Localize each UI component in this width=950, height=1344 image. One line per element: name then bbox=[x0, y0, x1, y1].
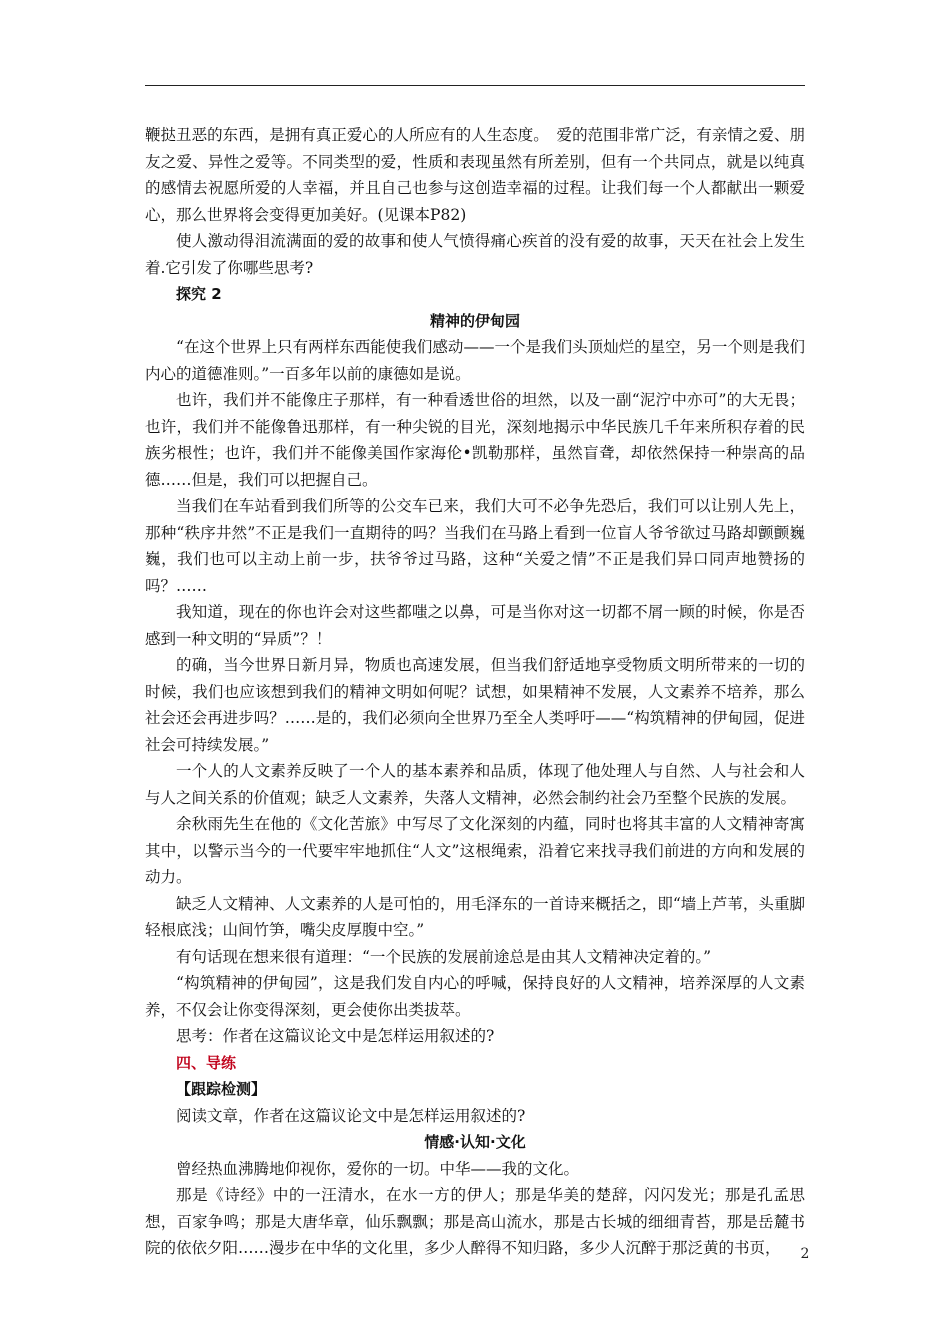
essay-paragraph: 一个人的人文素养反映了一个人的基本素养和品质，体现了他处理人与自然、人与社会和人与人之间关系的价值观；缺乏人文素养，失落人文精神，必然会制约社会乃至整个民族的发展。 bbox=[145, 762, 805, 807]
essay-paragraph: 当我们在车站看到我们所等的公交车已来，我们大可不必争先恐后，我们可以让别人先上，那种“秩序井然”不正是我们一直期待的吗？当我们在马路上看到一位盲人爷爷欲过马路却颤颤巍巍，我们也可以主动上前一步，扶爷爷过马路，这种“关爱之情”不正是我们异口同声地赞扬的吗？…… bbox=[145, 497, 805, 595]
section-heading-tracking: 【跟踪检测】 bbox=[176, 1080, 267, 1098]
essay-paragraph: 我知道，现在的你也许会对这些都嗤之以鼻，可是当你对这一切都不屑一顾的时候，你是否感到一种文明的“异质”？！ bbox=[145, 603, 805, 648]
page-number: 2 bbox=[800, 1246, 810, 1262]
essay-title: 情感·认知·文化 bbox=[424, 1133, 526, 1151]
essay-paragraph: 曾经热血沸腾地仰视你，爱你的一切。中华——我的文化。 bbox=[176, 1159, 580, 1178]
document-body bbox=[145, 122, 805, 1262]
essay-paragraph: 缺乏人文精神、人文素养的人是可怕的，用毛泽东的一首诗来概括之，即“墙上芦苇，头重脚轻根底浅；山间竹笋，嘴尖皮厚腹中空。” bbox=[145, 894, 805, 939]
essay-paragraph: “在这个世界上只有两样东西能使我们感动——一个是我们头顶灿烂的星空，另一个则是我们内心的道德准则。”一百多年以前的康德如是说。 bbox=[145, 338, 805, 383]
essay-title: 精神的伊甸园 bbox=[429, 311, 520, 330]
question-paragraph: 思考：作者在这篇议论文中是怎样运用叙述的? bbox=[176, 1027, 495, 1045]
essay-paragraph: 那是《诗经》中的一汪清水，在水一方的伊人；那是华美的楚辞，闪闪发光；那是孔孟思想，百家争鸣；那是大唐华章，仙乐飘飘；那是高山流水，那是古长城的细细青苔，那是岳麓书院的依依夕阳……漫步在中华的文化里，多少人醉得不知归路，多少人沉醉于那泛黄的书页， bbox=[145, 1186, 805, 1257]
essay-paragraph: 余秋雨先生在他的《文化苦旅》中写尽了文化深刻的内蕴，同时也将其丰富的人文精神寄寓其中，以警示当今的一代要牢牢地抓住“人文”这根绳索，沿着它来找寻我们前进的方向和发展的动力。 bbox=[145, 815, 805, 886]
section-heading-daolian: 四、导练 bbox=[176, 1053, 237, 1072]
essay-paragraph: 的确，当今世界日新月异，物质也高速发展，但当我们舒适地享受物质文明所带来的一切的时候，我们也应该想到我们的精神文明如何呢？试想，如果精神不发展，人文素养不培养，那么社会还会再进步吗？……是的，我们必须向全世界乃至全人类呼吁——“构筑精神的伊甸园，促进社会可持续发展。” bbox=[145, 656, 805, 754]
section-heading-tanjiu: 探究 2 bbox=[176, 285, 222, 303]
instruction-paragraph: 阅读文章，作者在这篇议论文中是怎样运用叙述的? bbox=[176, 1106, 526, 1125]
essay-paragraph: “构筑精神的伊甸园”，这是我们发自内心的呼喊，保持良好的人文精神，培养深厚的人文素养，不仅会让你变得深刻，更会使你出类拔萃。 bbox=[145, 974, 805, 1019]
essay-paragraph: 也许，我们并不能像庄子那样，有一种看透世俗的坦然，以及一副“泥泞中亦可”的大无畏；也许，我们并不能像鲁迅那样，有一种尖锐的目光，深刻地揭示中华民族几千年来所积存着的民族劣根性；也许，我们并不能像美国作家海伦•凯勒那样，虽然盲聋，却依然保持一种崇高的品德……但是，我们可以把握自己。 bbox=[145, 391, 805, 489]
body-paragraph: 鞭挞丑恶的东西，是拥有真正爱心的人所应有的人生态度。 爱的范围非常广泛，有亲情之爱、朋友之爱、异性之爱等。不同类型的爱，性质和表现虽然有所差别，但有一个共同点，就是以纯真的感情去祝愿所爱的人幸福，并且自己也参与这创造幸福的过程。让我们每一个人都献出一颗爱心，那么世界将会变得更加美好。(见课本P82) bbox=[145, 126, 805, 224]
header-rule bbox=[145, 85, 805, 86]
essay-paragraph: 有句话现在想来很有道理：“一个民族的发展前途总是由其人文精神决定着的。” bbox=[176, 947, 712, 966]
body-paragraph: 使人激动得泪流满面的爱的故事和使人气愤得痛心疾首的没有爱的故事，天天在社会上发生着.它引发了你哪些思考? bbox=[145, 232, 805, 277]
